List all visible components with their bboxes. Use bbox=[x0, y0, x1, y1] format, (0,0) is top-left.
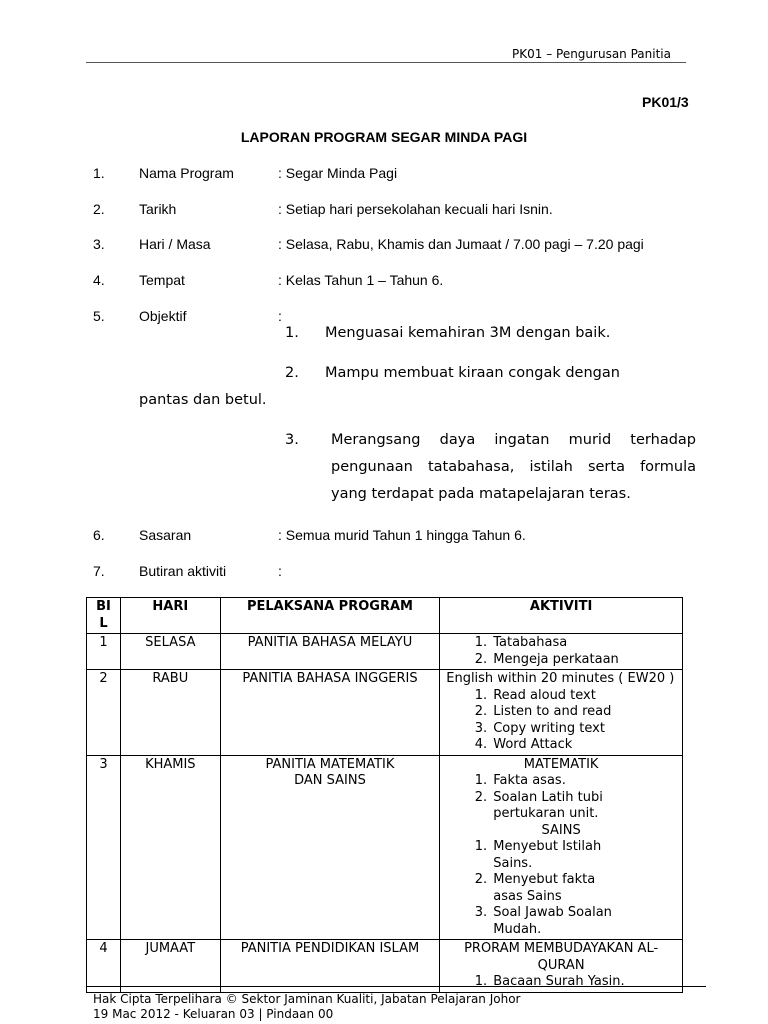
list-item: 1. Bacaan Surah Yasin. bbox=[491, 974, 679, 991]
footer-rule bbox=[86, 986, 706, 987]
list-item: 1. Tatabahasa bbox=[491, 635, 679, 652]
row-pelaksana: PANITIA PENDIDIKAN ISLAM bbox=[220, 940, 440, 993]
list-item: 3. Copy writing text bbox=[491, 721, 679, 738]
objective-3-line-3: yang terdapat pada matapelajaran teras. bbox=[331, 486, 631, 502]
page-title: LAPORAN PROGRAM SEGAR MINDA PAGI bbox=[240, 129, 528, 145]
header-aktiviti: AKTIVITI bbox=[440, 598, 683, 634]
list-item: 2. Mengeja perkataan bbox=[491, 652, 679, 669]
row-bil: 4 bbox=[87, 940, 121, 993]
activity-subheading: PRORAM MEMBUDAYAKAN AL-QURAN bbox=[464, 941, 659, 973]
field-label: Objektif bbox=[139, 308, 187, 324]
activity-intro: English within 20 minutes ( EW20 ) bbox=[446, 671, 675, 686]
field-label: Butiran aktiviti bbox=[139, 563, 227, 579]
objective-3-line-1: Merangsang daya ingatan murid terhadap bbox=[331, 432, 696, 448]
list-item: 2. Listen to and read bbox=[491, 704, 679, 721]
objective-2-number: 2. bbox=[285, 365, 299, 381]
list-item: 3. Soal Jawab Soalan Mudah. bbox=[491, 905, 619, 938]
field-value: : Kelas Tahun 1 – Tahun 6. bbox=[278, 272, 444, 288]
field-value: : Selasa, Rabu, Khamis dan Jumaat / 7.00 pagi – 7.20 pagi bbox=[278, 236, 644, 252]
table-header-row bbox=[87, 598, 683, 634]
row-aktiviti bbox=[440, 670, 683, 756]
field-label: Tarikh bbox=[139, 201, 177, 217]
field-number: 6. bbox=[93, 527, 105, 543]
row-bil: 1 bbox=[87, 634, 121, 670]
objective-3-line-2: pengunaan tatabahasa, istilah serta formula bbox=[331, 459, 696, 475]
field-value: : bbox=[278, 563, 282, 579]
field-value: : bbox=[278, 308, 282, 324]
table-row bbox=[87, 634, 683, 670]
activity-subheading: SAINS bbox=[541, 822, 581, 838]
activity-list bbox=[443, 688, 679, 754]
field-number: 2. bbox=[93, 201, 105, 217]
row-pelaksana: PANITIA MATEMATIK DAN SAINS bbox=[220, 755, 440, 940]
field-number: 1. bbox=[93, 165, 105, 181]
activity-list bbox=[443, 635, 679, 668]
list-item: 1. Fakta asas. bbox=[491, 773, 609, 790]
doc-code: PK01/3 bbox=[642, 94, 689, 110]
objective-1-text: Menguasai kemahiran 3M dengan baik. bbox=[325, 325, 611, 341]
header-pelaksana: PELAKSANA PROGRAM bbox=[220, 598, 440, 634]
row-bil: 2 bbox=[87, 670, 121, 756]
activity-list bbox=[443, 974, 679, 991]
objective-1-number: 1. bbox=[285, 325, 299, 341]
field-number: 4. bbox=[93, 272, 105, 288]
field-label: Sasaran bbox=[139, 527, 192, 543]
row-pelaksana: PANITIA BAHASA INGGERIS bbox=[220, 670, 440, 756]
row-pelaksana: PANITIA BAHASA MELAYU bbox=[220, 634, 440, 670]
field-label: Hari / Masa bbox=[139, 236, 211, 252]
list-item: 1. Menyebut Istilah Sains. bbox=[491, 839, 619, 872]
row-aktiviti bbox=[440, 755, 683, 940]
list-item: 2. Soalan Latih tubi pertukaran unit. bbox=[491, 790, 609, 823]
objective-2-text: Mampu membuat kiraan congak dengan bbox=[325, 365, 620, 381]
table-row bbox=[87, 940, 683, 993]
header-bil: BIL bbox=[87, 598, 121, 634]
header-hari: HARI bbox=[120, 598, 220, 634]
field-number: 3. bbox=[93, 236, 105, 252]
activity-list bbox=[443, 839, 679, 938]
field-number: 7. bbox=[93, 563, 105, 579]
row-bil: 3 bbox=[87, 755, 121, 940]
list-item: 1. Read aloud text bbox=[491, 688, 679, 705]
row-hari: SELASA bbox=[120, 634, 220, 670]
objective-3-number: 3. bbox=[285, 432, 299, 448]
footer-version: 19 Mac 2012 - Keluaran 03 | Pindaan 00 bbox=[93, 1007, 334, 1021]
row-aktiviti bbox=[440, 634, 683, 670]
table-row bbox=[87, 670, 683, 756]
list-item: 2. Menyebut fakta asas Sains bbox=[491, 872, 619, 905]
field-value: : Setiap hari persekolahan kecuali hari Isnin. bbox=[278, 201, 553, 217]
activity-table bbox=[86, 597, 683, 993]
row-hari: JUMAAT bbox=[120, 940, 220, 993]
list-item: 4. Word Attack bbox=[491, 737, 679, 754]
field-value: : Segar Minda Pagi bbox=[278, 165, 398, 181]
row-aktiviti bbox=[440, 940, 683, 993]
field-label: Tempat bbox=[139, 272, 185, 288]
field-label: Nama Program bbox=[139, 165, 234, 181]
row-hari: RABU bbox=[120, 670, 220, 756]
footer-copyright: Hak Cipta Terpelihara © Sektor Jaminan Kualiti, Jabatan Pelajaran Johor bbox=[93, 992, 521, 1006]
field-value: : Semua murid Tahun 1 hingga Tahun 6. bbox=[278, 527, 526, 543]
activity-list bbox=[443, 773, 679, 823]
objective-2-continuation: pantas dan betul. bbox=[139, 392, 267, 408]
table-row bbox=[87, 755, 683, 940]
page-header: PK01 – Pengurusan Panitia bbox=[512, 47, 671, 61]
header-rule bbox=[86, 62, 686, 63]
field-number: 5. bbox=[93, 308, 105, 324]
row-hari: KHAMIS bbox=[120, 755, 220, 940]
activity-subheading: MATEMATIK bbox=[523, 756, 599, 772]
